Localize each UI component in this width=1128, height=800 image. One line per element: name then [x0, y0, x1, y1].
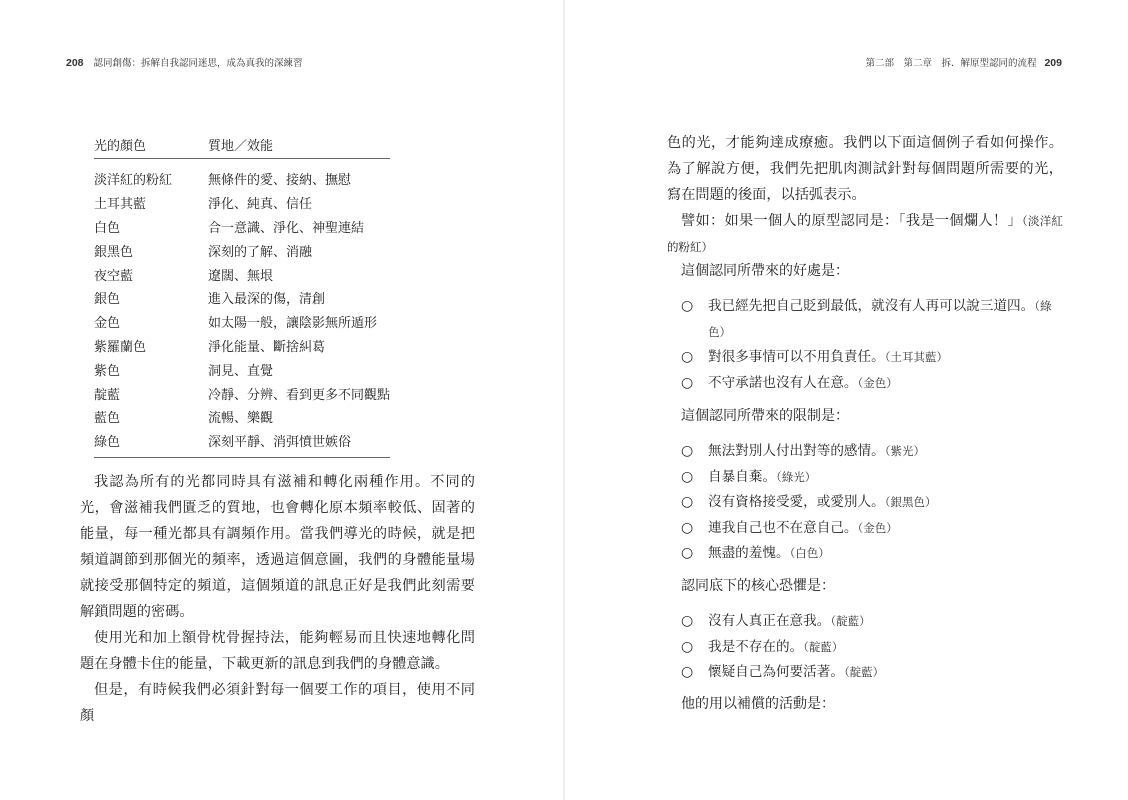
section-heading: 認同底下的核心恐懼是：: [681, 578, 835, 594]
table-header-effect: 質地／效能: [208, 133, 390, 159]
circle-bullet-icon: ○: [681, 443, 694, 459]
effect-cell: 遼闊、無垠: [207, 268, 273, 284]
item-light-note: （金色）: [857, 520, 898, 535]
item-light-note: （綠色）: [708, 299, 1052, 339]
color-cell: 靛藍: [94, 387, 121, 403]
table-row: [94, 429, 390, 457]
effect-cell: 合一意識、淨化、神聖連結: [207, 220, 364, 236]
list-item: [681, 371, 1064, 397]
table-row: [94, 191, 390, 215]
circle-bullet-icon: ○: [681, 468, 694, 485]
color-cell: 綠色: [94, 435, 121, 451]
right-running-header: [865, 55, 1062, 69]
section-heading: 他的用以補償的活動是：: [681, 696, 835, 712]
left-body-text: [80, 469, 475, 729]
table-row: [94, 262, 390, 286]
compensation-section: [681, 692, 1064, 716]
table-row: [94, 310, 390, 334]
right-running-head-title: 第二部 第二章 拆．解原型認同的流程: [865, 58, 1037, 69]
item-light-note: （白色）: [789, 546, 830, 560]
item-light-note: （綠光）: [775, 469, 817, 484]
effect-cell: 洞見、直覺: [207, 363, 273, 379]
table-row: [94, 159, 390, 191]
table-row: [94, 381, 390, 405]
effect-cell: 進入最深的傷，清創: [207, 292, 325, 308]
item-light-note: （土耳其藍）: [884, 350, 948, 364]
circle-bullet-icon: ○: [681, 298, 694, 314]
item-text: 無法對別人付出對等的感情。: [708, 443, 885, 459]
effect-cell: 流暢、樂觀: [207, 411, 273, 427]
circle-bullet-icon: ○: [681, 349, 694, 365]
effect-cell: 無條件的愛、接納、撫慰: [207, 173, 351, 189]
color-cell: 紫色: [94, 363, 121, 379]
left-running-header: [66, 55, 303, 69]
item-text: 沒有人真正在意我。: [708, 613, 831, 629]
effect-cell: 淨化、純真、信任: [207, 197, 312, 213]
item-text: 無盡的羞愧。: [708, 545, 790, 561]
table-row: [94, 215, 390, 239]
color-cell: 淡洋紅的粉紅: [94, 173, 173, 189]
list-item: [681, 294, 1064, 345]
core-fears-section: [681, 574, 1064, 686]
color-cell: 銀色: [94, 292, 121, 308]
circle-bullet-icon: ○: [681, 664, 694, 680]
section-heading: 這個認同所帶來的好處是：: [681, 263, 849, 279]
list-item: [681, 541, 1064, 567]
color-cell: 土耳其藍: [94, 197, 147, 213]
limitations-section: [681, 404, 1064, 567]
item-text: 我是不存在的。: [708, 638, 804, 655]
item-light-note: （金色）: [857, 375, 898, 390]
effect-cell: 深刻的了解、消融: [207, 244, 312, 260]
circle-bullet-icon: ○: [681, 494, 694, 510]
light-color-table: [94, 133, 390, 458]
right-page: [564, 0, 1128, 800]
right-page-number: 209: [1044, 57, 1062, 69]
circle-bullet-icon: ○: [681, 613, 694, 629]
section-heading: 這個認同所帶來的限制是：: [681, 408, 849, 424]
example-paragraph: [667, 208, 1063, 260]
list-item: [681, 660, 1064, 686]
body-paragraph: 但是，有時候我們必須針對每一個要工作的項目，使用不同顏: [80, 682, 475, 724]
table-header-row: [94, 133, 390, 159]
color-cell: 白色: [94, 220, 121, 236]
item-light-note: （銀黑色）: [884, 495, 937, 509]
left-page-number: 208: [66, 57, 84, 69]
circle-bullet-icon: ○: [681, 374, 694, 391]
example-light-note: （淡洋紅的粉紅）: [667, 214, 1064, 254]
item-text: 懷疑自己為何要活著。: [708, 664, 844, 680]
color-cell: 藍色: [94, 411, 121, 427]
circle-bullet-icon: ○: [681, 545, 694, 561]
table-row: [94, 238, 390, 262]
item-light-note: （靛藍）: [843, 665, 885, 679]
color-cell: 金色: [94, 316, 121, 332]
effect-cell: 冷靜、分辨、看到更多不同觀點: [207, 387, 390, 403]
effect-cell: 淨化能量、斷捨糾葛: [207, 339, 325, 355]
right-intro-text: [667, 130, 1063, 260]
color-cell: 紫羅蘭色: [94, 339, 147, 355]
circle-bullet-icon: ○: [681, 519, 694, 536]
intro-paragraph: 色的光，才能夠達成療癒。我們以下面這個例子看如何操作。為了解說方便，我們先把肌肉測試針對每個問題所需要的光，寫在問題的後面，以括弧表示。: [667, 135, 1063, 203]
item-text: 不守承諾也沒有人在意。: [708, 374, 858, 391]
table-row: [94, 405, 390, 429]
item-light-note: （紫光）: [884, 444, 925, 458]
item-text: 連我自己也不在意自己。: [708, 519, 858, 536]
left-running-head-title: 認同創傷：拆解自我認同迷思，成為真我的深練習: [93, 58, 303, 69]
list-item: [681, 345, 1064, 371]
item-light-note: （靛藍）: [803, 639, 844, 654]
item-text: 沒有資格接受愛，或愛別人。: [708, 494, 885, 510]
table-row: [94, 286, 390, 310]
list-item: [681, 490, 1064, 516]
benefits-section: [681, 259, 1064, 396]
list-item: [681, 439, 1064, 465]
color-cell: 夜空藍: [94, 268, 134, 284]
list-item: [681, 516, 1064, 542]
body-paragraph: 使用光和加上額骨枕骨握持法，能夠輕易而且快速地轉化問題在身體卡住的能量，下載更新的訊息到我們的身體意識。: [80, 630, 475, 672]
effect-cell: 如太陽一般，讓陰影無所遁形: [207, 316, 377, 332]
table-row: [94, 357, 390, 381]
item-text: 我已經先把自己貶到最低，就沒有人再可以說三道四。: [708, 298, 1035, 314]
table-row: [94, 334, 390, 358]
table-header-color: 光的顏色: [94, 133, 208, 159]
item-text: 對很多事情可以不用負責任。: [708, 349, 885, 365]
effect-cell: 深刻平靜、消弭憤世嫉俗: [207, 435, 351, 451]
circle-bullet-icon: ○: [681, 638, 694, 655]
body-paragraph: 我認為所有的光都同時具有滋補和轉化兩種作用。不同的光，會滋補我們匱乏的質地，也會轉化原本頻率較低、固著的能量，每一種光都具有調頻作用。當我們導光的時候，就是把頻道調節到那個光的頻率，透過這個意圖，我們的身體能量場就接受那個特定的頻道，這個頻道的訊息正好是我們此刻需要解鎖問題的密碼。: [80, 474, 475, 620]
example-text: 譬如：如果一個人的原型認同是：「我是一個爛人！」: [681, 213, 1022, 229]
color-cell: 銀黑色: [94, 244, 134, 260]
item-text: 自暴自棄。: [708, 468, 776, 485]
list-item: [681, 465, 1064, 491]
list-item: [681, 609, 1064, 635]
item-light-note: （靛藍）: [830, 614, 871, 628]
list-item: [681, 635, 1064, 661]
